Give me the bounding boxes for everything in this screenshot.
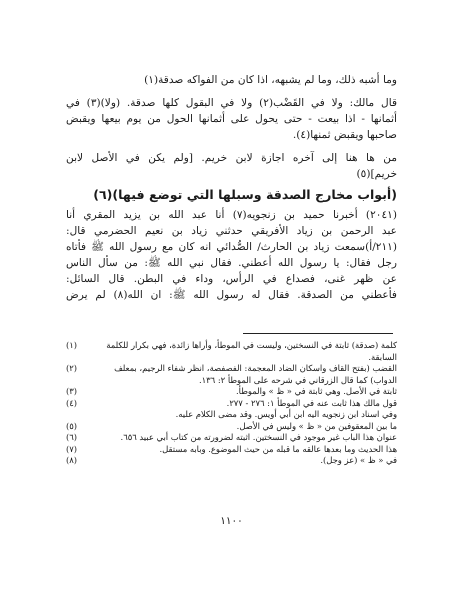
footnote-number: (١) bbox=[66, 340, 78, 350]
footnote-number: (٦) bbox=[66, 432, 78, 442]
page-number: ١١٠٠ bbox=[220, 515, 243, 527]
footnote-text: ثابتة في الأصل. وهي ثابتة في « ظ » والموطأ. bbox=[235, 386, 397, 396]
text-line: قال مالك: ولا في القَضْب(٢) ولا في البقول كلها صدقة. (ولا)(٣) في bbox=[66, 97, 397, 109]
text-line: عن ظهر غنى، فصداع في الرأس، وداء في البطن. قال السائل: bbox=[66, 273, 397, 285]
footnote-number: (٧) bbox=[66, 443, 78, 454]
text-line: صاحبها ويقبض ثمنها(٤). bbox=[292, 129, 397, 141]
text-line: أثمانها - اذا بيعت - حتى يحول على أثمانها الحول من يوم بيعها ويقبض bbox=[66, 113, 397, 125]
footnote-divider bbox=[243, 333, 393, 334]
text-line: رجل فقال: يا رسول الله أعطني. فقال نبي الله ﷺ: من سأل الناس bbox=[66, 257, 397, 269]
footnote-text: عنوان هذا الباب غير موجود في النسختين. اثبته لضرورته من كتاب أبي عبيد ٦٥٦. bbox=[120, 432, 397, 442]
text-line: وما أشبه ذلك، وما لم يشبهه، اذا كان من الفواكه صدقة(١) bbox=[144, 74, 397, 86]
footnote-number: (٥) bbox=[66, 420, 78, 431]
footnote bbox=[66, 432, 397, 444]
footnote bbox=[66, 363, 397, 386]
footnote-text: القضب (بفتح القاف واسكان الضاد المعجمة: الفصفصة، انظر شفاء الرجيم، بمعلف الدواب) كما قال الزرقاني في شرحه على الموطأ ٢: ١٣٦. bbox=[114, 363, 397, 385]
footnote bbox=[66, 455, 397, 467]
footnotes bbox=[66, 340, 397, 467]
text-line: خريم](٥) bbox=[356, 168, 397, 180]
footnote bbox=[66, 421, 397, 433]
footnote-number: (٢) bbox=[66, 363, 78, 373]
footnote bbox=[66, 444, 397, 456]
footnote-number: (٤) bbox=[66, 397, 78, 408]
text-line: فأعطني من الصدقة. فقال له رسول الله ﷺ: ان الله(٨) لم يرض bbox=[66, 289, 397, 301]
footnote bbox=[66, 340, 397, 363]
text-line: (٢٠٤١) أخبرنا حميد بن زنجويه(٧) أنا عبد الله بن يزيد المقري أنا bbox=[66, 209, 397, 221]
text-line: (٢١١/أ)سمعت زياد بن الحارث/ الصُّدائي انه كان مع رسول الله ﷺ فأتاه bbox=[66, 241, 397, 253]
footnote-text: قول مالك هذا ثابت عنه في الموطأ ١: ٢٧٦ - ٢٧٧. bbox=[226, 397, 397, 408]
body-text bbox=[66, 72, 397, 182]
text-line: من ها هنا إلى آخره اجازة لابن خريم. [ولم يكن في الأصل لابن bbox=[66, 152, 397, 164]
hadith-text bbox=[66, 207, 397, 303]
footnote bbox=[66, 386, 397, 398]
footnote-text: كلمة (صدقة) ثابتة في النسختين، وليست في الموطأ، وأراها زائدة، فهي بكرار للكلمة السابقة. bbox=[106, 340, 397, 362]
footnote-text: ما بين المعقوفين من « ظ » وليس في الأصل. bbox=[236, 420, 397, 431]
section-heading: (أبواب مخارج الصدقة وسبلها التي توضع فيها)(٦) bbox=[93, 187, 397, 202]
footnote-number: (٣) bbox=[66, 386, 78, 396]
text-line: عبد الرحمن بن زياد الأفريقي حدثني زياد بن نعيم الحضرمي قال: bbox=[66, 225, 397, 237]
footnote-number: (٨) bbox=[66, 455, 78, 465]
footnote-text: في « ظ » (عز وجل). bbox=[320, 455, 397, 465]
footnote-text: وفي اسناد ابن زنجويه اليه ابن أبي أويس. وقد مضى الكلام عليه. bbox=[175, 409, 397, 419]
footnote-text: هذا الحديث وما بعدها عالقه ما قبله من حيث الموضوع. وبابه مستقل. bbox=[159, 443, 397, 454]
footnote bbox=[66, 409, 397, 421]
footnote bbox=[66, 398, 397, 410]
